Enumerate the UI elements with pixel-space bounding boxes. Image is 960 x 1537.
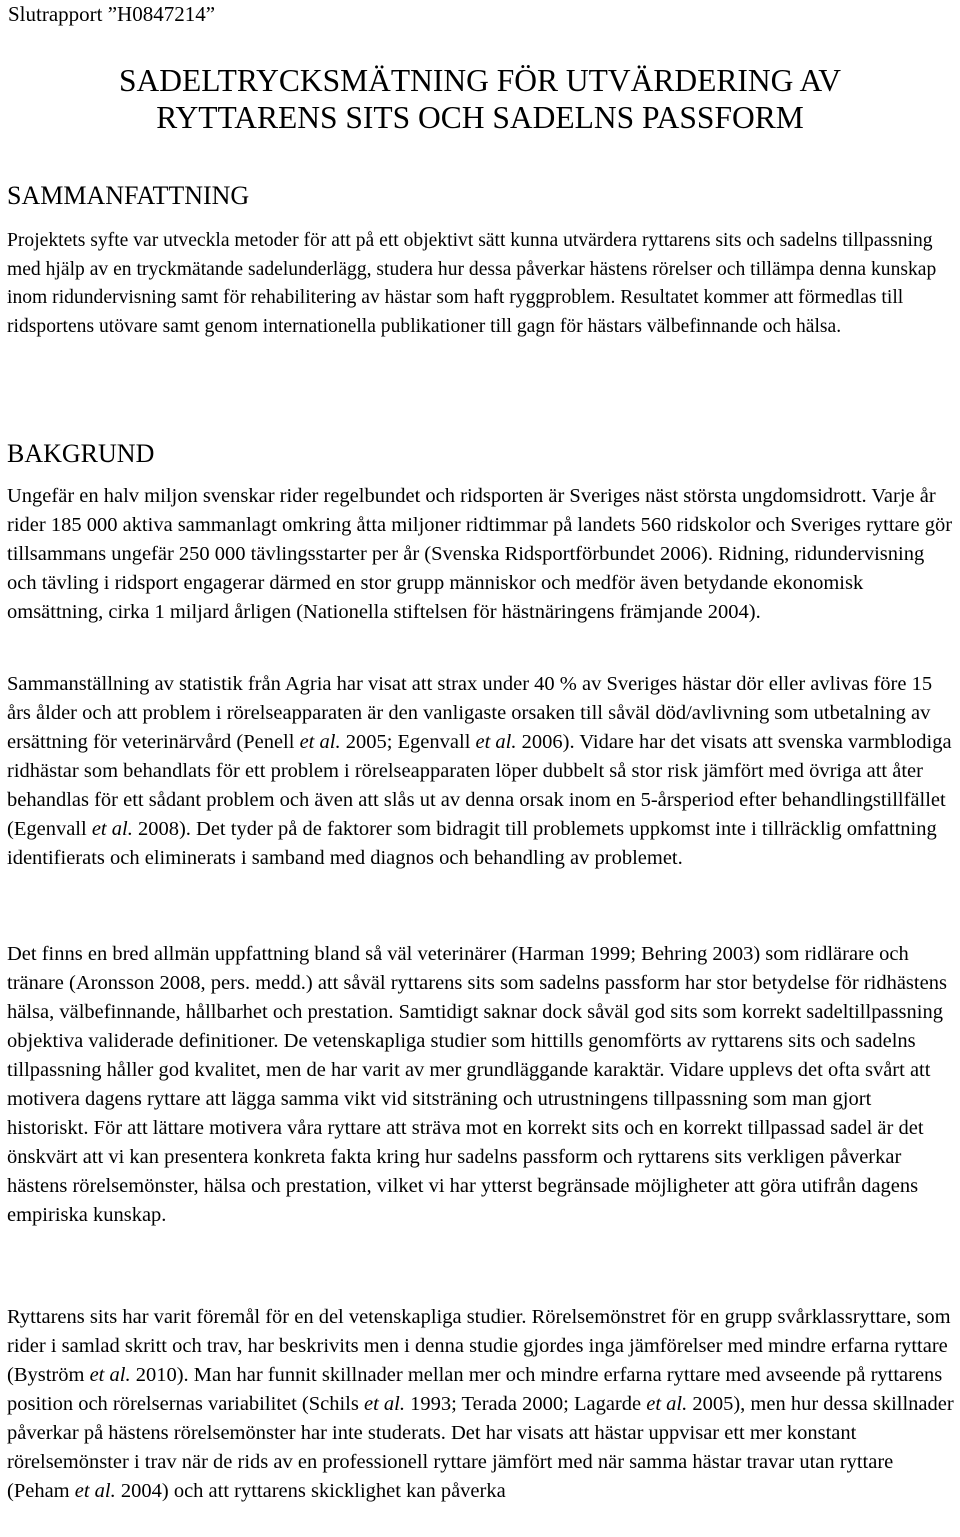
text-segment: 2010). Man har funnit skillnader mellan mer och mindre erfarna ryttare med avseende på ryttarens position och rörelsernas variabilitet (Schils xyxy=(7,1364,943,1415)
text-segment: 1993; Terada 2000; Lagarde xyxy=(404,1393,647,1415)
report-header: Slutrapport ”H0847214” xyxy=(8,2,216,26)
citation-et-al: et al. xyxy=(475,731,517,753)
background-paragraph-4 xyxy=(7,1303,955,1506)
background-paragraph-1: Ungefär en halv miljon svenskar rider regelbundet och ridsporten är Sveriges näst största ungdomsidrott. Varje år rider 185 000 aktiva sammanlagt omkring åtta miljoner ridtimmar på landets 560 ridskolor och Sveriges ryttare gör tillsammans ungefär 250 000 tävlingsstarter per år (Svenska Ridsportförbundet 2006). Ridning, ridundervisning och tävling i ridsport engagerar därmed en stor grupp människor och medför även betydande ekonomisk omsättning, cirka 1 miljard årligen (Nationella stiftelsen för hästnäringens främjande 2004). xyxy=(7,485,953,623)
background-paragraph-2 xyxy=(7,670,955,873)
text-segment: Ryttarens sits har varit föremål för en del vetenskapliga studier. Rörelsemönstret för en grupp svårklassryttare, som rider i samlad skritt och trav, har beskrivits men i denna studie gjordes inga jämförelser med mindre erfarna ryttare (Byström xyxy=(7,1306,951,1386)
text-segment: 2008). Det tyder på de faktorer som bidragit till problemets uppkomst inte i tillräcklig omfattning identifierats och eliminerats i samband med diagnos och behandling av problemet. xyxy=(7,818,937,869)
text-segment: Sammanställning av statistik från Agria har visat att strax under 40 % av Sveriges hästar dör eller avlivas före 15 års ålder och att problem i rörelseapparaten är den vanligaste orsaken till såväl död/avlivning som utbetalning av ersättning för veterinärvård (Penell xyxy=(7,673,933,753)
text-segment: 2006). Vidare har det visats att svenska varmblodiga ridhästar som behandlats för ett problem i rörelseapparaten löper dubbelt så stor risk jämfört med övriga att åter behandlas för ett sådant problem och även att slås ut av denna orsak inom en 5-årsperiod efter behandlingstillfället (Egenvall xyxy=(7,731,952,840)
citation-et-al: et al. xyxy=(363,1393,405,1415)
title-line-2: RYTTARENS SITS OCH SADELNS PASSFORM xyxy=(156,100,804,135)
citation-et-al: et al. xyxy=(91,818,133,840)
citation-et-al: et al. xyxy=(299,731,341,753)
summary-heading: SAMMANFATTNING xyxy=(7,181,250,210)
background-heading: BAKGRUND xyxy=(7,439,155,468)
document-title xyxy=(0,62,960,136)
citation-et-al: et al. xyxy=(74,1480,116,1502)
text-segment: 2005), men hur dessa skillnader påverkar på hästens rörelsemönster har inte studerats. Det har visats att hästar uppvisar ett mer konstant rörelsemönster i trav när de rids av en professionell ryttare jämfört med när samma hästar travar utan ryttare (Peham xyxy=(7,1393,954,1502)
summary-paragraph: Projektets syfte var utveckla metoder för att på ett objektivt sätt kunna utvärdera ryttarens sits och sadelns tillpassning med hjälp av en tryckmätande sadelunderlägg, studera hur dessa påverkar hästens rörelser och tillämpa denna kunskap inom ridundervisning samt för rehabilitering av hästar som haft ryggproblem. Resultatet kommer att förmedlas till ridsportens utövare samt genom internationella publikationer till gagn för hästars välbefinnande och hälsa. xyxy=(7,230,937,338)
text-segment: 2004) och att ryttarens skicklighet kan påverka xyxy=(115,1480,506,1502)
background-paragraph-3: Det finns en bred allmän uppfattning bland så väl veterinärer (Harman 1999; Behring 2003) som ridlärare och tränare (Aronsson 2008, pers. medd.) att såväl ryttarens sits som sadelns passform har stor betydelse för ridhästens hälsa, välbefinnande, hållbarhet och prestation. Samtidigt saknar dock såväl god sits som korrekt sadeltillpassning objektiva validerade definitioner. De vetenskapliga studier som hittills genomförts av ryttarens sits och sadelns tillpassning håller god kvalitet, men de har varit av mer grundläggande karaktär. Vidare upplevs det ofta svårt att motivera dagens ryttare att lägga samma vikt vid sitsträning och utrustningens tillpassning som man gjort historiskt. För att lättare motivera våra ryttare att sträva mot en korrekt sits och en korrekt tillpassad sadel är det önskvärt att vi kan presentera konkreta fakta kring hur sadelns passform och ryttarens sits verkligen påverkar hästens rörelsemönster, hälsa och prestation, vilket vi har ytterst begränsade möjligheter att göra utifrån dagens empiriska kunskap. xyxy=(7,943,947,1226)
citation-et-al: et al. xyxy=(89,1364,131,1386)
text-segment: 2005; Egenvall xyxy=(340,731,476,753)
title-line-1: SADELTRYCKSMÄTNING FÖR UTVÄRDERING AV xyxy=(119,63,841,98)
citation-et-al: et al. xyxy=(646,1393,688,1415)
